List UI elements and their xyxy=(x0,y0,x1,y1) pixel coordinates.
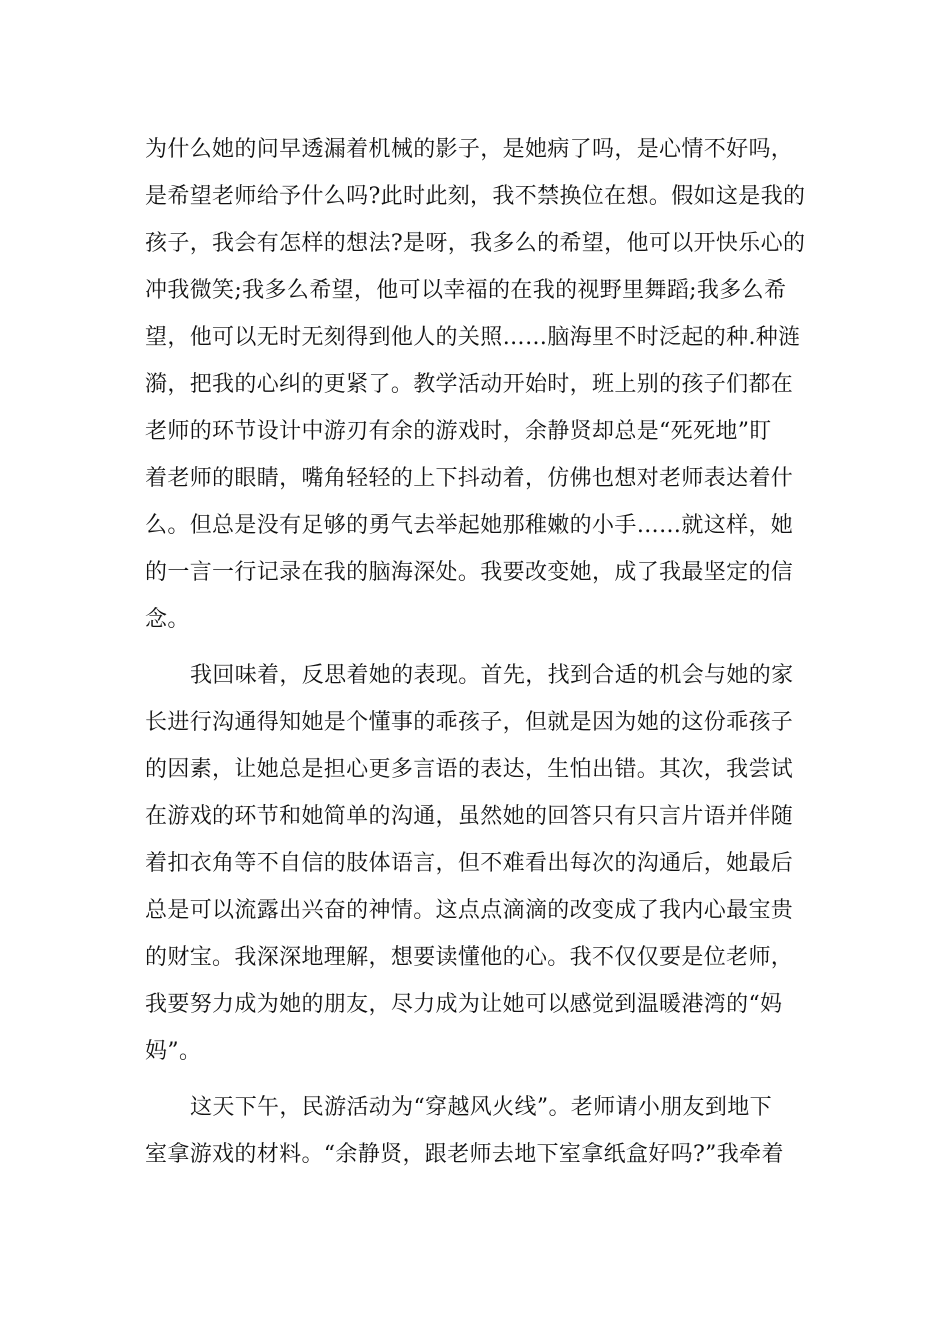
text-line: 孩子，我会有怎样的想法?是呀，我多么的希望，他可以开快乐心的 xyxy=(145,231,806,256)
text-line: 的财宝。我深深地理解，想要读懂他的心。我不仅仅要是位老师， xyxy=(145,945,794,970)
paragraph-spacer xyxy=(145,1075,815,1084)
text-line: 是希望老师给予什么吗?此时此刻，我不禁换位在想。假如这是我的 xyxy=(145,184,806,209)
text-line: 长进行沟通得知她是个懂事的乖孩子，但就是因为她的这份乖孩子 xyxy=(145,710,794,735)
document-body xyxy=(145,126,815,1178)
text-line: 的因素，让她总是担心更多言语的表达，生怕出错。其次，我尝试 xyxy=(145,757,794,782)
text-line: 望，他可以无时无刻得到他人的关照……脑海里不时泛起的种.种涟 xyxy=(145,325,801,350)
text-line: 妈”。 xyxy=(145,1039,202,1064)
text-line: 在游戏的环节和她简单的沟通，虽然她的回答只有只言片语并伴随 xyxy=(145,804,794,829)
text-line: 我要努力成为她的朋友，尽力成为让她可以感觉到温暖港湾的“妈 xyxy=(145,992,783,1017)
paragraph-2 xyxy=(145,652,815,1075)
text-line: 念。 xyxy=(145,607,190,632)
text-line: 么。但总是没有足够的勇气去举起她那稚嫩的小手……就这样，她 xyxy=(145,513,794,538)
paragraph-1 xyxy=(145,126,815,643)
text-line: 老师的环节设计中游刃有余的游戏时，余静贤却总是“死死地”盯 xyxy=(145,419,772,444)
paragraph-spacer xyxy=(145,643,815,652)
text-line: 冲我微笑;我多么希望，他可以幸福的在我的视野里舞蹈;我多么希 xyxy=(145,278,787,303)
paragraph-3 xyxy=(145,1084,815,1178)
text-line: 为什么她的问早透漏着机械的影子，是她病了吗，是心情不好吗， xyxy=(145,137,794,162)
text-line: 着老师的眼睛，嘴角轻轻的上下抖动着，仿佛也想对老师表达着什 xyxy=(145,466,794,491)
text-line: 的一言一行记录在我的脑海深处。我要改变她，成了我最坚定的信 xyxy=(145,560,794,585)
text-line: 总是可以流露出兴奋的神情。这点点滴滴的改变成了我内心最宝贵 xyxy=(145,898,794,923)
text-line: 漪，把我的心纠的更紧了。教学活动开始时，班上别的孩子们都在 xyxy=(145,372,794,397)
text-line: 着扣衣角等不自信的肢体语言，但不难看出每次的沟通后，她最后 xyxy=(145,851,794,876)
text-line: 这天下午，民游活动为“穿越风火线”。老师请小朋友到地下 xyxy=(190,1095,772,1120)
text-line: 我回味着，反思着她的表现。首先，找到合适的机会与她的家 xyxy=(190,663,794,688)
text-line: 室拿游戏的材料。“余静贤，跟老师去地下室拿纸盒好吗?”我牵着 xyxy=(145,1142,784,1167)
